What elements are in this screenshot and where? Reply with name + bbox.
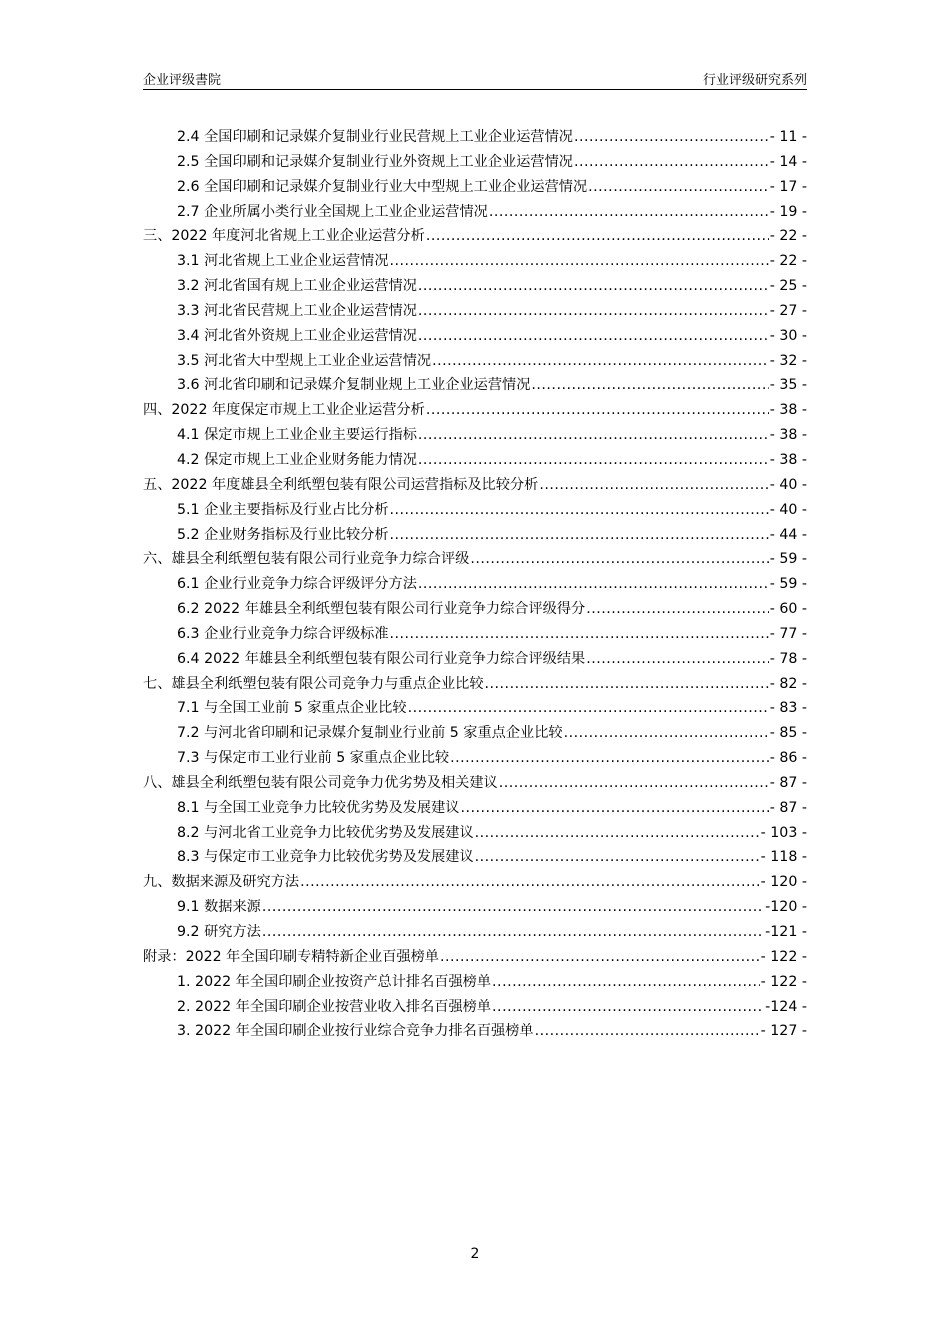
toc-entry-title: 9.1 数据来源 (177, 899, 261, 916)
toc-entry-page: - 35 - (769, 377, 807, 394)
toc-entry-page: - 40 - (769, 501, 807, 518)
toc-entry-page: - 118 - (760, 849, 807, 866)
toc-entry[interactable] (143, 822, 807, 847)
toc-leader-dots (390, 527, 769, 543)
toc-entry[interactable] (143, 1020, 807, 1045)
toc-entry-title: 8.2 与河北省工业竞争力比较优劣势及发展建议 (177, 824, 474, 841)
toc-entry-page: -124 - (765, 998, 807, 1015)
toc-leader-dots (539, 477, 768, 493)
toc-entry-page: - 22 - (769, 228, 807, 245)
toc-entry-page: - 86 - (769, 750, 807, 767)
toc-entry-title: 4.1 保定市规上工业企业主要运行指标 (177, 427, 417, 444)
toc-entry[interactable] (143, 846, 807, 871)
toc-entry-page: - 30 - (769, 327, 807, 344)
toc-entry-title: 9.2 研究方法 (177, 924, 261, 940)
toc-entry[interactable] (143, 250, 807, 275)
toc-entry[interactable] (143, 275, 807, 300)
header-right-title: 行业评级研究系列 (702, 73, 807, 88)
toc-entry[interactable] (143, 151, 807, 176)
toc-entry-title: 5.1 企业主要指标及行业占比分析 (177, 501, 389, 518)
toc-leader-dots (492, 999, 764, 1015)
toc-entry-title: 3.4 河北省外资规上工业企业运营情况 (177, 327, 417, 344)
toc-entry-title: 3.2 河北省国有规上工业企业运营情况 (177, 278, 417, 295)
toc-leader-dots (432, 353, 769, 369)
toc-entry-title: 7.3 与保定市工业行业前 5 家重点企业比较 (177, 750, 450, 767)
toc-leader-dots (408, 700, 769, 716)
toc-entry[interactable] (143, 176, 807, 201)
toc-leader-dots (588, 179, 769, 195)
toc-entry-title: 6.1 企业行业竞争力综合评级评分方法 (177, 576, 417, 593)
toc-entry[interactable] (143, 772, 807, 797)
toc-leader-dots (262, 924, 764, 940)
toc-entry-title: 2.7 企业所属小类行业全国规上工业企业运营情况 (177, 203, 488, 220)
toc-entry-title: 8.3 与保定市工业竞争力比较优劣势及发展建议 (177, 849, 474, 866)
toc-entry-title: 4.2 保定市规上工业企业财务能力情况 (177, 451, 417, 468)
toc-leader-dots (390, 502, 769, 518)
toc-entry[interactable] (143, 996, 807, 1021)
toc-entry[interactable] (143, 797, 807, 822)
toc-leader-dots (489, 204, 769, 220)
toc-entry-title: 2. 2022 年全国印刷企业按营业收入排名百强榜单 (177, 998, 492, 1015)
toc-entry-title: 2.6 全国印刷和记录媒介复制业行业大中型规上工业企业运营情况 (177, 178, 588, 195)
toc-entry[interactable] (143, 573, 807, 598)
toc-entry-title: 8.1 与全国工业竞争力比较优劣势及发展建议 (177, 799, 460, 816)
toc-entry-page: - 38 - (769, 427, 807, 444)
toc-entry-title: 七、雄县全利纸塑包装有限公司竞争力与重点企业比较 (143, 675, 484, 692)
toc-entry[interactable] (143, 499, 807, 524)
toc-entry[interactable] (143, 673, 807, 698)
toc-entry-page: - 82 - (769, 675, 807, 692)
toc-leader-dots (450, 750, 769, 766)
toc-leader-dots (262, 899, 764, 915)
toc-leader-dots (535, 1023, 760, 1039)
toc-entry[interactable] (143, 623, 807, 648)
toc-entry[interactable] (143, 126, 807, 151)
toc-entry-page: - 83 - (769, 700, 807, 717)
toc-entry-title: 六、雄县全利纸塑包装有限公司行业竞争力综合评级 (143, 551, 470, 568)
toc-entry-page: - 78 - (769, 650, 807, 667)
toc-entry-page: - 17 - (769, 178, 807, 195)
toc-leader-dots (460, 800, 768, 816)
toc-entry[interactable] (143, 300, 807, 325)
toc-entry-title: 三、2022 年度河北省规上工业企业运营分析 (143, 228, 425, 245)
toc-entry-page: - 59 - (769, 576, 807, 593)
toc-leader-dots (470, 551, 768, 567)
toc-entry[interactable] (143, 350, 807, 375)
toc-entry-title: 2.5 全国印刷和记录媒介复制业行业外资规上工业企业运营情况 (177, 153, 573, 170)
toc-leader-dots (418, 427, 769, 443)
toc-entry-title: 3.5 河北省大中型规上工业企业运营情况 (177, 352, 432, 369)
toc-leader-dots (499, 775, 769, 791)
table-of-contents (143, 126, 807, 1045)
toc-entry-page: - 22 - (769, 253, 807, 270)
toc-entry[interactable] (143, 325, 807, 350)
page-header (143, 69, 807, 90)
toc-entry-page: - 60 - (769, 601, 807, 618)
toc-leader-dots (390, 626, 769, 642)
toc-entry[interactable] (143, 722, 807, 747)
toc-leader-dots (564, 725, 769, 741)
toc-entry-title: 7.2 与河北省印刷和记录媒介复制业行业前 5 家重点企业比较 (177, 725, 563, 742)
toc-entry[interactable] (143, 225, 807, 250)
toc-entry-page: - 32 - (769, 352, 807, 369)
toc-entry-page: - 38 - (769, 451, 807, 468)
header-left-title: 企业评级書院 (143, 73, 222, 88)
toc-entry-title: 四、2022 年度保定市规上工业企业运营分析 (143, 402, 425, 419)
toc-leader-dots (418, 576, 769, 592)
toc-leader-dots (418, 452, 769, 468)
toc-entry-title: 5.2 企业财务指标及行业比较分析 (177, 526, 389, 543)
toc-entry-title: 6.3 企业行业竞争力综合评级标准 (177, 625, 389, 642)
toc-entry-page: - 85 - (769, 725, 807, 742)
toc-leader-dots (440, 949, 760, 965)
toc-entry-page: - 120 - (760, 874, 807, 891)
toc-leader-dots (418, 278, 769, 294)
toc-entry-title: 八、雄县全利纸塑包装有限公司竞争力优劣势及相关建议 (143, 774, 498, 791)
toc-leader-dots (485, 676, 769, 692)
toc-entry[interactable] (143, 896, 807, 921)
toc-entry-title: 3.6 河北省印刷和记录媒介复制业规上工业企业运营情况 (177, 377, 531, 394)
toc-entry-title: 6.4 2022 年雄县全利纸塑包装有限公司行业竞争力综合评级结果 (177, 650, 586, 667)
toc-entry[interactable] (143, 399, 807, 424)
toc-entry[interactable] (143, 648, 807, 673)
toc-entry-page: - 27 - (769, 302, 807, 319)
toc-entry-title: 7.1 与全国工业前 5 家重点企业比较 (177, 700, 407, 717)
toc-leader-dots (426, 228, 769, 244)
toc-entry-title: 3.3 河北省民营规上工业企业运营情况 (177, 302, 417, 319)
toc-entry[interactable] (143, 474, 807, 499)
toc-entry-page: - 40 - (769, 476, 807, 493)
toc-entry[interactable] (143, 524, 807, 549)
toc-entry[interactable] (143, 871, 807, 896)
toc-entry[interactable] (143, 449, 807, 474)
toc-entry[interactable] (143, 747, 807, 772)
toc-entry-page: - 59 - (769, 551, 807, 568)
toc-leader-dots (300, 874, 760, 890)
toc-leader-dots (418, 328, 769, 344)
toc-leader-dots (586, 601, 768, 617)
toc-leader-dots (475, 849, 760, 865)
toc-entry[interactable] (143, 201, 807, 226)
toc-leader-dots (574, 154, 769, 170)
toc-entry[interactable] (143, 971, 807, 996)
toc-entry-title: 6.2 2022 年雄县全利纸塑包装有限公司行业竞争力综合评级得分 (177, 601, 586, 618)
toc-leader-dots (475, 825, 760, 841)
toc-leader-dots (390, 253, 769, 269)
toc-entry-page: - 19 - (769, 203, 807, 220)
toc-entry[interactable] (143, 548, 807, 573)
toc-entry-title: 九、数据来源及研究方法 (143, 874, 300, 891)
toc-entry-page: - 122 - (760, 973, 807, 990)
toc-entry[interactable] (143, 598, 807, 623)
toc-entry[interactable] (143, 946, 807, 971)
toc-entry-page: -121 - (765, 924, 807, 940)
toc-entry-title: 3. 2022 年全国印刷企业按行业综合竞争力排名百强榜单 (177, 1023, 534, 1040)
toc-entry-page: - 127 - (760, 1023, 807, 1040)
toc-entry[interactable] (143, 697, 807, 722)
toc-leader-dots (418, 303, 769, 319)
toc-entry-page: - 25 - (769, 278, 807, 295)
toc-entry-title: 3.1 河北省规上工业企业运营情况 (177, 253, 389, 270)
toc-leader-dots (492, 974, 760, 990)
toc-entry-page: - 103 - (760, 824, 807, 841)
toc-entry-title: 2.4 全国印刷和记录媒介复制业行业民营规上工业企业运营情况 (177, 129, 573, 145)
toc-leader-dots (531, 377, 768, 393)
toc-entry-page: - 87 - (769, 774, 807, 791)
toc-entry-page: - 44 - (769, 526, 807, 543)
toc-entry[interactable] (143, 374, 807, 399)
toc-entry-page: -120 - (765, 899, 807, 916)
toc-entry-page: - 87 - (769, 799, 807, 816)
toc-entry-page: - 11 - (769, 129, 807, 145)
toc-entry[interactable] (143, 921, 807, 946)
toc-entry-title: 五、2022 年度雄县全利纸塑包装有限公司运营指标及比较分析 (143, 476, 539, 493)
toc-entry-page: - 77 - (769, 625, 807, 642)
toc-leader-dots (586, 651, 768, 667)
toc-entry-page: - 122 - (760, 948, 807, 965)
toc-entry-title: 附录：2022 年全国印刷专精特新企业百强榜单 (143, 948, 439, 965)
toc-entry-page: - 38 - (769, 402, 807, 419)
page-number: 2 (470, 1246, 480, 1262)
toc-leader-dots (574, 129, 769, 145)
toc-entry-page: - 14 - (769, 153, 807, 170)
toc-leader-dots (426, 402, 769, 418)
toc-entry-title: 1. 2022 年全国印刷企业按资产总计排名百强榜单 (177, 973, 492, 990)
toc-entry[interactable] (143, 424, 807, 449)
